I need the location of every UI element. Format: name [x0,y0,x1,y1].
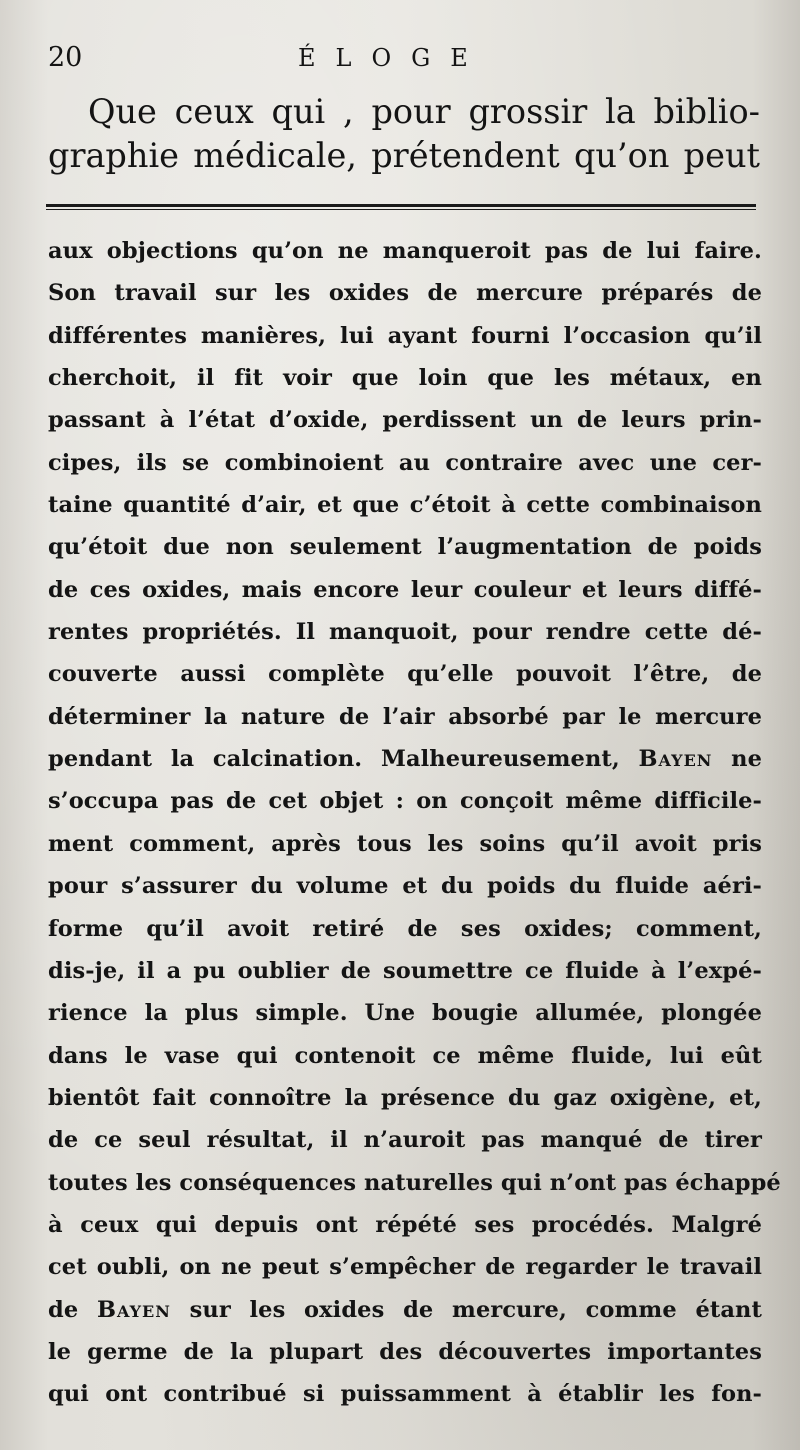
text-line: aux objections qu’on ne manqueroit pas de lui faire. [48,238,762,264]
text-line: toutes les conséquences naturelles qui n’ont pas échappé [48,1169,781,1196]
intro-line-2: graphie médicale, prétendent qu’on peut [48,136,760,175]
section-divider-rule [46,204,756,210]
text-line: taine quantité d’air, et que c’étoit à cette combinaison [48,492,762,519]
running-head [48,40,752,76]
page-number: 20 [48,42,83,73]
text-line: qui ont contribué si puissamment à établir les fon- [48,1381,762,1408]
text-line: Son travail sur les oxides de mercure préparés de [48,280,762,307]
body-text [48,230,781,1416]
text-line: rentes propriétés. Il manquoit, pour rendre cette dé- [48,619,762,646]
text-line: passant à l’état d’oxide, perdissent un de leurs prin- [48,407,762,434]
text-line: différentes manières, lui ayant fourni l’occasion qu’il [48,322,762,349]
text-line: couverte aussi complète qu’elle pouvoit l’être, de [48,661,762,688]
text-line: ment comment, après tous les soins qu’il avoit pris [48,830,762,857]
text-line: rience la plus simple. Une bougie allumée, plongée [48,1000,762,1027]
running-title: ÉLOGE [298,44,488,72]
text-line: s’occupa pas de cet objet : on conçoit même difficile- [48,788,762,815]
text-line: cet oubli, on ne peut s’empêcher de regarder le travail [48,1254,762,1281]
text-line: de Bayen sur les oxides de mercure, comme étant [48,1296,762,1323]
text-line: le germe de la plupart des découvertes importantes [48,1338,762,1365]
text-line: à ceux qui depuis ont répété ses procédés. Malgré [48,1211,762,1238]
text-line: forme qu’il avoit retiré de ses oxides; comment, [48,915,762,942]
text-line: pour s’assurer du volume et du poids du fluide aéri- [48,873,762,900]
text-line: pendant la calcination. Malheureusement, Bayen ne [48,746,762,773]
text-line: cipes, ils se combinoient au contraire avec une cer- [48,449,762,476]
text-line: de ce seul résultat, il n’auroit pas manqué de tirer [48,1127,762,1154]
text-line: déterminer la nature de l’air absorbé par le mercure [48,703,762,730]
text-line: bientôt fait connoître la présence du gaz oxigène, et, [48,1084,762,1111]
text-line: qu’étoit due non seulement l’augmentation de poids [48,534,762,561]
intro-paragraph [48,90,760,178]
text-line: dis-je, il a pu oublier de soumettre ce fluide à l’expé- [48,957,762,984]
text-line: cherchoit, il fit voir que loin que les métaux, en [48,365,762,392]
text-line: de ces oxides, mais encore leur couleur et leurs diffé- [48,576,762,603]
intro-line-1: Que ceux qui , pour grossir la biblio- [88,92,760,131]
text-line: dans le vase qui contenoit ce même fluide, lui eût [48,1042,762,1069]
